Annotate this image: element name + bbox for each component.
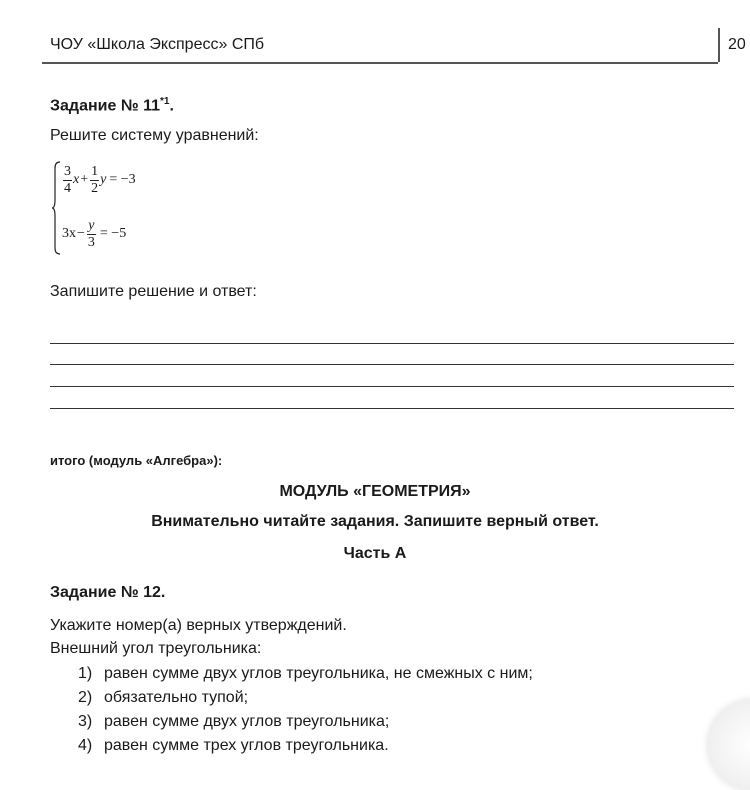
list-item-number: 3) (78, 713, 93, 730)
task-12-subject: Внешний угол треугольника: (50, 640, 262, 657)
list-item (78, 713, 389, 731)
eq1-op: + (80, 172, 89, 187)
system-brace (52, 160, 62, 256)
page-number: 20 (728, 36, 746, 53)
eq1-var-y: y (100, 172, 107, 187)
list-item-number: 2) (78, 689, 93, 706)
itogo-label: итого (модуль «Алгебра»): (50, 453, 223, 468)
task-12-title: Задание № 12. (50, 584, 166, 601)
list-item-number: 4) (78, 737, 93, 754)
equation-2 (62, 214, 136, 254)
list-item-text: равен сумме двух углов треугольника, не смежных с ним; (104, 665, 533, 682)
list-item-number: 1) (78, 665, 93, 682)
eq1-var-x: x (73, 172, 80, 187)
header-school: ЧОУ «Школа Экспресс» СПб (50, 36, 265, 53)
module-title: МОДУЛЬ «ГЕОМЕТРИЯ» (279, 483, 471, 500)
list-item-text: обязательно тупой; (104, 689, 249, 706)
eq1-frac1 (63, 164, 72, 196)
eq2-frac-den: 3 (87, 234, 95, 250)
eq2-frac (87, 218, 96, 250)
eq2-lead: 3x (62, 226, 76, 241)
list-item-text: равен сумме трех углов треугольника. (104, 737, 389, 754)
task-11-title (50, 96, 174, 115)
list-item (78, 689, 248, 707)
answer-line-3[interactable] (50, 386, 734, 387)
eq2-op: − (77, 226, 85, 241)
eq1-frac2-den: 2 (91, 180, 99, 196)
eq1-frac2 (90, 164, 99, 196)
answer-prompt: Запишите решение и ответ: (50, 283, 257, 300)
answer-line-1[interactable] (50, 343, 734, 344)
header-divider (42, 62, 718, 64)
eq1-frac1-den: 4 (64, 180, 71, 196)
eq2-frac-num: y (88, 218, 95, 234)
eq1-frac2-num: 1 (91, 164, 99, 180)
task-11-title-end: . (169, 97, 174, 115)
task-11-title-sup: *1 (160, 96, 170, 107)
answer-line-4[interactable] (50, 408, 734, 409)
eq1-frac1-num: 3 (64, 164, 71, 180)
eq2-rhs: = −5 (99, 226, 127, 241)
task-11-title-text: Задание № 11 (50, 97, 161, 115)
answer-line-2[interactable] (50, 364, 734, 365)
module-instruction: Внимательно читайте задания. Запишите верный ответ. (151, 513, 599, 530)
list-item-text: равен сумме двух углов треугольника; (104, 713, 390, 730)
list-item (78, 737, 389, 755)
task-12-instruction: Укажите номер(а) верных утверждений. (50, 617, 347, 634)
floating-button[interactable] (708, 700, 750, 790)
list-item (78, 665, 533, 683)
equation-1 (62, 160, 136, 200)
module-part: Часть А (343, 545, 407, 562)
header-divider-vertical (718, 28, 720, 62)
eq1-rhs: = −3 (109, 172, 136, 187)
task-11-instruction: Решите систему уравнений: (50, 127, 259, 144)
